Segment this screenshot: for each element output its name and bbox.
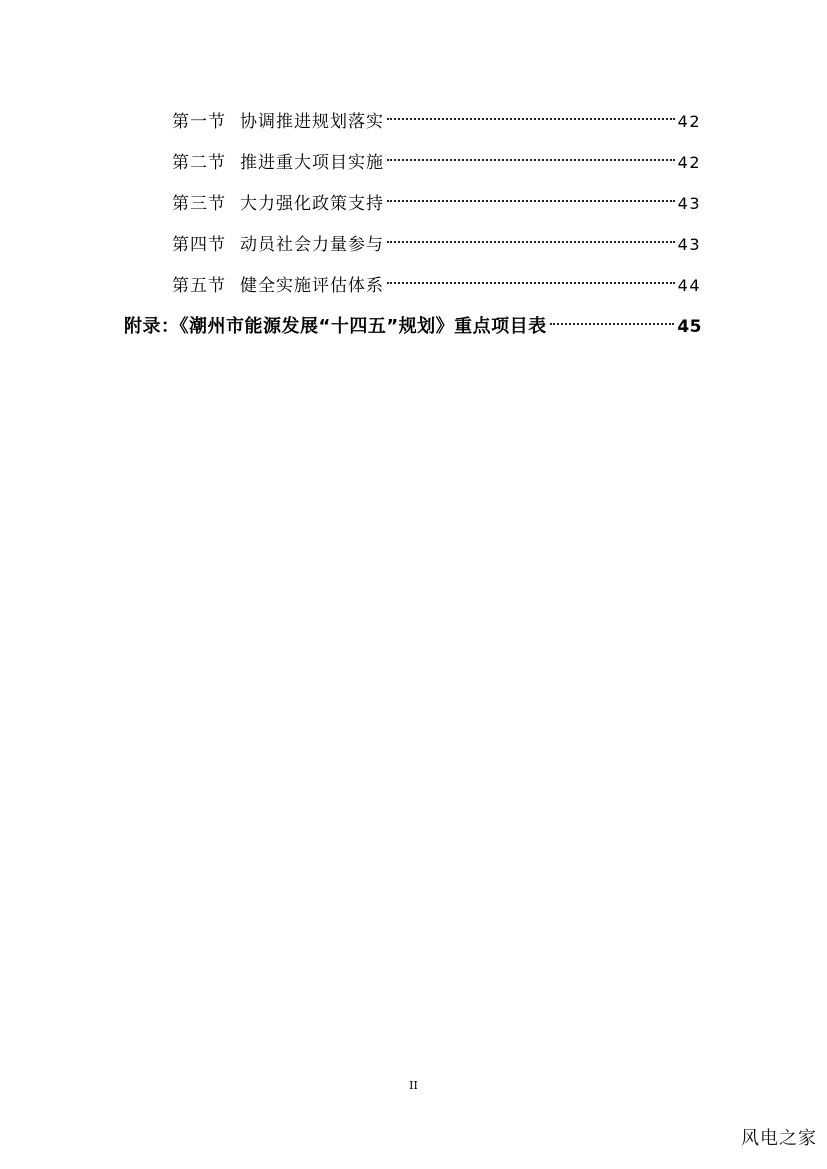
toc-dot-leader (387, 142, 675, 168)
toc-dot-leader (387, 224, 675, 250)
toc-dot-leader (550, 306, 675, 332)
toc-section-number: 第四节 (172, 235, 226, 255)
toc-dot-leader (387, 101, 675, 127)
toc-entry-section-1[interactable] (172, 101, 701, 132)
toc-section-number: 第五节 (172, 276, 226, 296)
toc-section-title: 大力强化政策支持 (240, 194, 384, 214)
toc-entry-section-3[interactable] (172, 183, 701, 214)
toc-page-number: 42 (677, 112, 701, 131)
toc-page-number: 43 (677, 194, 701, 213)
toc-section-number: 第三节 (172, 194, 226, 214)
toc-section-title: 健全实施评估体系 (240, 276, 384, 296)
toc-dot-leader (387, 183, 675, 209)
toc-entry-section-4[interactable] (172, 224, 701, 255)
toc-entry-section-5[interactable] (172, 265, 701, 296)
toc-section-number: 第二节 (172, 153, 226, 173)
toc-page-number: 44 (677, 276, 701, 295)
toc-page-number: 45 (677, 317, 702, 337)
page-footer-number: II (409, 1079, 418, 1092)
toc-section-title: 协调推进规划落实 (240, 112, 384, 132)
toc-page-number: 42 (677, 153, 701, 172)
toc-section-title: 动员社会力量参与 (240, 235, 384, 255)
toc-entry-appendix[interactable] (124, 306, 702, 337)
toc-dot-leader (387, 265, 675, 291)
toc-section-title: 推进重大项目实施 (240, 153, 384, 173)
toc-appendix-title: 附录：《潮州市能源发展“十四五”规划》重点项目表 (124, 316, 547, 337)
toc-entry-section-2[interactable] (172, 142, 701, 173)
toc-page-number: 43 (677, 235, 701, 254)
watermark: 风电之家 (741, 1128, 817, 1149)
toc-section-number: 第一节 (172, 112, 226, 132)
